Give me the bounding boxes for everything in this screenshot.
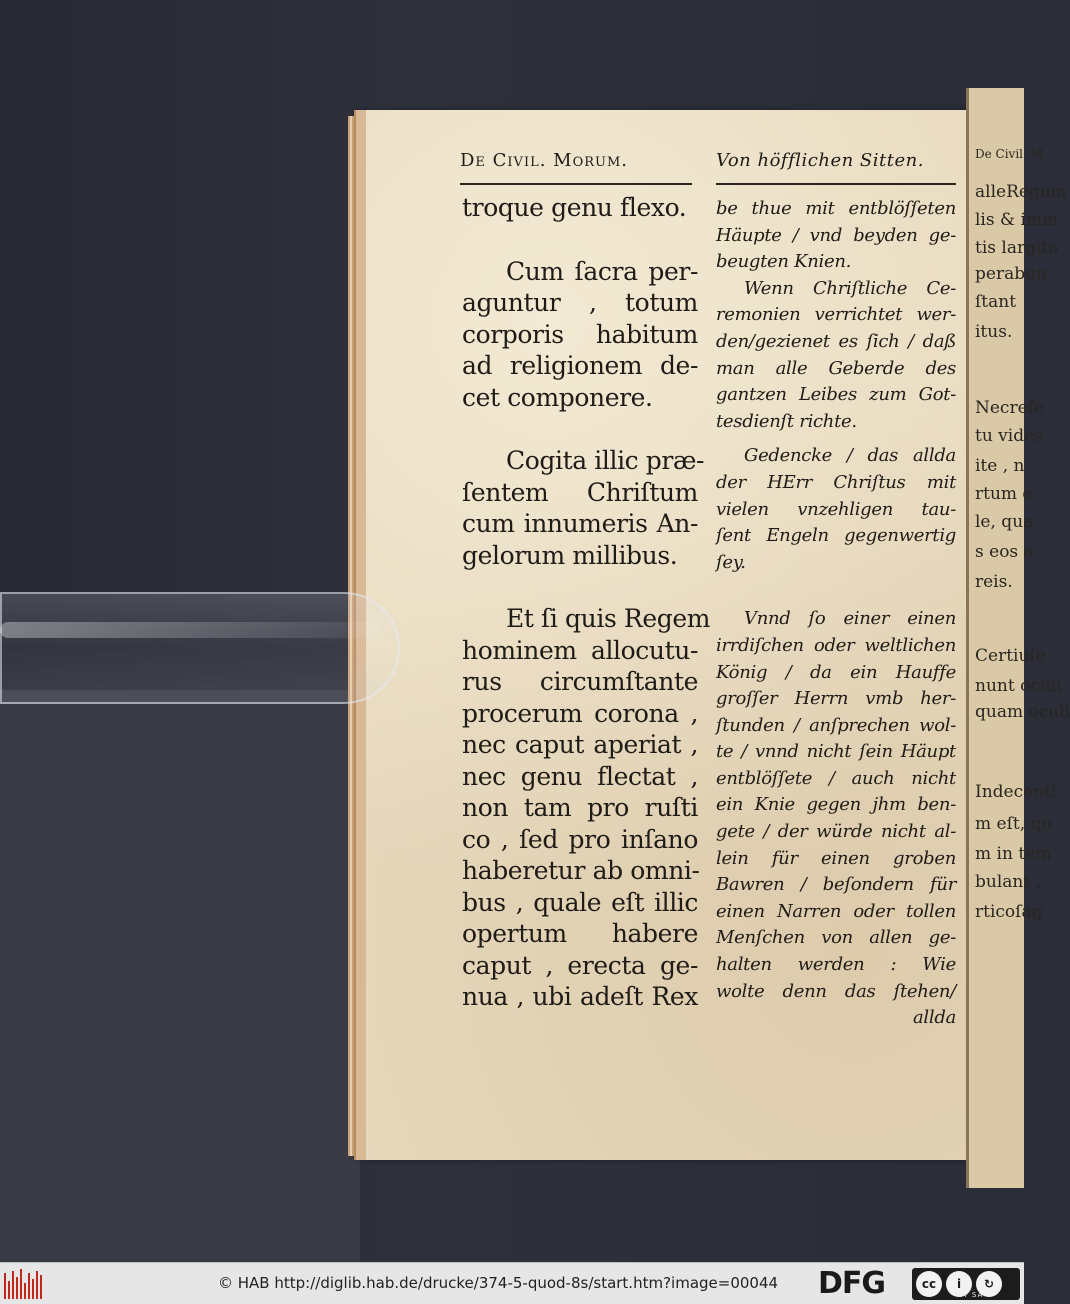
german-line: wolte denn das ſtehen/ [716,980,956,1002]
header-rule-german [716,183,956,185]
german-line: gete / der würde nicht al- [716,821,956,843]
latin-paragraph-3 [462,445,705,571]
next-page-text-fragment: le, qua [975,512,1034,532]
latin-line: rus circumſtante [462,667,698,696]
german-line: beugten Knien. [716,251,852,273]
glass-bar-body [0,592,400,704]
latin-line: ad religionem de- [462,351,698,380]
german-line: Vnnd ſo einer einen [744,608,956,630]
logo-bar [8,1281,10,1299]
german-line: Gedencke / das allda [744,445,956,467]
logo-bar [32,1279,34,1299]
german-line: be thue mit entblöſſeten [716,198,956,219]
german-line: man alle Geberde des [716,357,956,379]
german-line: tesdienſt richte. [716,410,857,432]
next-page-edge [966,88,1070,1188]
next-page-text-fragment: Necrefe [975,398,1044,418]
share-alike-icon: ↻ [976,1271,1002,1297]
logo-bar [24,1283,26,1299]
glass-bar-highlight [0,622,380,638]
next-page-text-fragment: rtum e [975,484,1033,504]
german-line: der HErr Chriſtus mit [716,471,956,493]
german-line: den/gezienet es ſich / daß [716,330,956,352]
latin-line: haberetur ab omni- [462,856,700,885]
logo-bar [20,1269,22,1299]
latin-line: Et ſi quis Regem [506,604,711,633]
german-line: ein Knie gegen jhm ben- [716,794,956,816]
latin-line: aguntur , totum [462,288,698,317]
german-line: einen Narren oder tollen [716,900,956,922]
latin-column [462,192,711,1013]
german-line: remonien verrichtet wer- [716,304,956,326]
latin-paragraph-4 [462,603,711,1013]
german-line: Menſchen von allen ge- [716,927,956,949]
latin-line: Cum ſacra per- [506,256,698,286]
header-german: Von höfflichen Sitten. [716,150,924,171]
next-page-text-fragment: bulant , [975,872,1041,892]
german-line: groſſer Herrn vmb her- [716,688,956,710]
next-page-text-fragment: itus. [975,322,1013,342]
latin-line: bus , quale eſt illic [462,887,698,917]
german-line: vielen vnzehligen tau- [716,498,956,520]
german-line: te / vnnd nicht ſein Häupt [716,741,956,763]
header-latin: De Civil. Morum. [460,150,629,171]
attribution-icon: i [946,1271,972,1297]
next-page-text-fragment: Indecenti [975,782,1057,802]
german-line: ſent Engeln gegenwertig [716,525,956,547]
cc-license-badge[interactable] [912,1268,1020,1300]
latin-line: nua , ubi adeſt Rex [462,982,698,1011]
german-line: gantzen Leibes zum Got- [716,384,956,406]
footer-bar [0,1262,1024,1304]
german-line: lein für einen groben [716,847,956,869]
german-line: allda [913,1007,956,1029]
license-tags: BY SA [958,1291,984,1299]
latin-line: non tam pro ruſti [462,793,698,822]
german-line: Häupte / vnd beyden ge- [716,224,956,246]
latin-line: troque genu flexo. [462,193,687,222]
next-page-text-fragment: tis largito [975,238,1059,258]
next-page-text-fragment: m in tem [975,844,1052,864]
next-page-text-fragment: Certiuſe [975,646,1046,666]
source-link[interactable]: © HAB http://diglib.hab.de/drucke/374-5-quod-8s/start.htm?image=00044 [218,1274,779,1292]
next-page-text-fragment: s eos o [975,542,1034,562]
latin-line: ſentem Chriſtum [462,477,698,507]
logo-bar [36,1271,38,1299]
latin-line: gelorum millibus. [462,540,678,570]
background-panel [0,690,360,1262]
next-page-text-fragment: alleRegum [975,182,1067,202]
latin-line: cet componere. [462,382,653,412]
logo-bar [4,1273,6,1299]
latin-line: procerum corona , [462,698,698,728]
latin-paragraph-1 [462,192,698,224]
german-line: irrdiſchen oder weltlichen [716,634,956,656]
logo-bar [28,1273,30,1299]
next-page-text-fragment: ite , n [975,456,1025,476]
logo-bar [12,1271,14,1299]
latin-line: co , ſed pro inſano [462,824,698,854]
latin-line: hominem allocutu- [462,635,698,665]
german-line: ſtunden / anſprechen wol- [716,714,956,736]
next-page-text-fragment: perabun [975,264,1047,284]
latin-line: opertum habere [462,919,698,948]
dfg-logo: DFG [818,1266,886,1301]
german-line: entblöſſete / auch nicht [716,767,956,789]
latin-line: caput , erecta ge- [462,950,698,980]
header-rule-latin [460,183,692,185]
latin-line: corporis habitum [462,319,698,349]
latin-paragraph-2 [462,256,698,414]
next-page-text-fragment: nunt oculi [975,676,1062,696]
next-page-text-fragment: reis. [975,572,1013,592]
logo-bar [16,1277,18,1299]
next-page-text-fragment: De Civil. M [975,147,1043,161]
german-line: König / da ein Hauffe [716,661,956,683]
next-page-text-fragment: quam oculi [975,702,1070,722]
cc-icon: cc [916,1271,942,1297]
next-page-text-fragment: m eſt, qu [975,814,1053,834]
german-line: halten werden : Wie [716,954,956,976]
next-page-text-fragment: tu vides [975,426,1043,446]
german-line: ſey. [716,551,746,573]
latin-line: Cogita illic præ- [506,446,705,475]
german-line: Wenn Chriſtliche Ce- [744,277,956,299]
logo-bar [40,1275,42,1299]
german-line: Bawren / beſondern für [716,874,956,896]
library-barcode-logo [4,1269,48,1299]
latin-line: cum innumeris An- [462,509,698,538]
german-column [716,196,956,1032]
latin-line: nec caput aperiat , [462,730,698,759]
next-page-text-fragment: rticoſag [975,902,1043,922]
latin-line: nec genu flectat , [462,761,698,791]
glass-clamp-bar [0,562,420,722]
next-page-text-fragment: lis & imm [975,210,1059,230]
next-page-text-fragment: ſtant [975,292,1017,312]
